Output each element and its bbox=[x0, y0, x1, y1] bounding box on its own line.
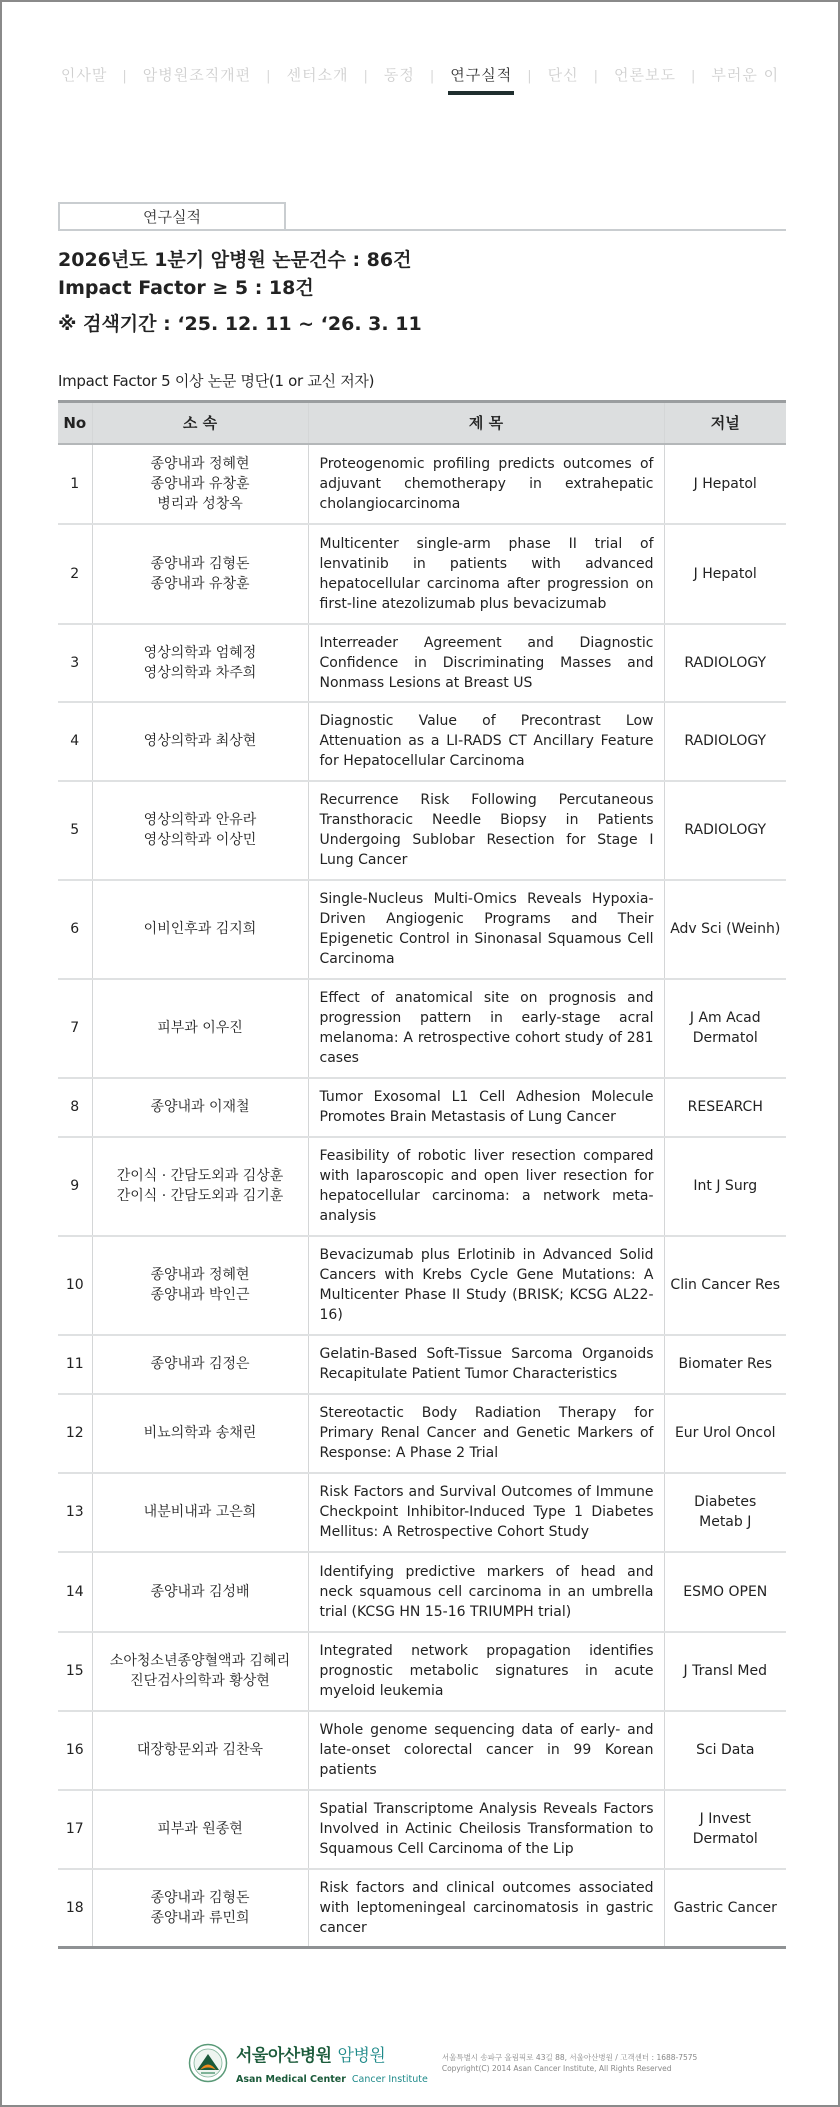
cell-journal bbox=[664, 1335, 786, 1394]
cell-no: 15 bbox=[58, 1632, 92, 1711]
cell-title: Interreader Agreement and Diagnostic Confidence in Discriminating Masses and Nonmass Lesions at Breast US bbox=[308, 624, 664, 702]
author-affiliation: 영상의학과 이상민 bbox=[143, 832, 257, 848]
cell-affiliation bbox=[92, 702, 308, 781]
author-affiliation: 영상의학과 최상현 bbox=[143, 733, 257, 749]
author-affiliation: 종양내과 정혜현 bbox=[150, 455, 250, 472]
cell-journal bbox=[664, 1394, 786, 1473]
nav-item-6[interactable]: 언론보도 bbox=[614, 66, 676, 84]
journal-name: Biomater Res bbox=[678, 1356, 773, 1372]
cell-affiliation bbox=[92, 781, 308, 880]
list-title: Impact Factor 5 이상 논문 명단(1 or 교신 저자) bbox=[58, 372, 375, 390]
author-affiliation: 종양내과 박인근 bbox=[150, 1287, 250, 1303]
cell-title: Gelatin-Based Soft-Tissue Sarcoma Organoids Recapitulate Patient Tumor Characteristics bbox=[308, 1335, 664, 1394]
cell-title: Stereotactic Body Radiation Therapy for Primary Renal Cancer and Genetic Markers of Response: A Phase 2 Trial bbox=[308, 1394, 664, 1473]
nav-item-3[interactable]: 동정 bbox=[383, 66, 415, 84]
cell-journal bbox=[664, 1473, 786, 1552]
cell-no: 10 bbox=[58, 1236, 92, 1335]
paper-count-if5: Impact Factor ≥ 5 : 18건 bbox=[58, 277, 314, 299]
section-tab-research[interactable]: 연구실적 bbox=[58, 202, 286, 231]
cell-journal bbox=[664, 444, 786, 524]
author-affiliation: 피부과 원종현 bbox=[157, 1821, 243, 1837]
nav-item-7[interactable]: 부러운 이 bbox=[711, 66, 780, 84]
author-affiliation: 종양내과 유창훈 bbox=[150, 575, 250, 592]
cell-journal bbox=[664, 524, 786, 624]
author-affiliation: 병리과 성창옥 bbox=[157, 495, 243, 512]
cell-affiliation bbox=[92, 524, 308, 624]
table-row bbox=[58, 1078, 786, 1137]
journal-name: J Hepatol bbox=[693, 475, 757, 492]
cell-affiliation bbox=[92, 979, 308, 1078]
cell-affiliation bbox=[92, 1869, 308, 1948]
cell-affiliation bbox=[92, 1711, 308, 1790]
cell-no: 17 bbox=[58, 1790, 92, 1869]
cell-no: 11 bbox=[58, 1335, 92, 1394]
asan-logo-icon bbox=[188, 2043, 228, 2083]
cell-title: Proteogenomic profiling predicts outcomes of adjuvant chemotherapy in extrahepatic cholangiocarcinoma bbox=[308, 444, 664, 524]
journal-name: RESEARCH bbox=[687, 1099, 763, 1115]
table-row bbox=[58, 624, 786, 702]
cell-journal bbox=[664, 1711, 786, 1790]
cell-affiliation bbox=[92, 624, 308, 702]
author-affiliation: 종양내과 정혜현 bbox=[150, 1267, 250, 1283]
cell-title: Spatial Transcriptome Analysis Reveals Factors Involved in Actinic Cheilosis Transformation to Squamous Cell Carcinoma of the Lip bbox=[308, 1790, 664, 1869]
logo-korean: 서울아산병원 bbox=[236, 2045, 332, 2066]
table-row bbox=[58, 1869, 786, 1948]
author-affiliation: 영상의학과 안유라 bbox=[143, 812, 257, 828]
author-affiliation: 종양내과 류민희 bbox=[150, 1909, 250, 1926]
cell-journal bbox=[664, 702, 786, 781]
cell-affiliation bbox=[92, 1137, 308, 1236]
table-row bbox=[58, 1790, 786, 1869]
cell-no: 14 bbox=[58, 1552, 92, 1632]
footer-address: 서울특별시 송파구 올림픽로 43길 88, 서울아산병원 / 고객센터 : 1688-7575 bbox=[441, 2053, 698, 2062]
nav-separator: | bbox=[363, 69, 369, 84]
nav-separator: | bbox=[122, 69, 128, 84]
cell-title: Bevacizumab plus Erlotinib in Advanced Solid Cancers with Krebs Cycle Gene Mutations: A Multicenter Phase II Study (BRISK; KCSG AL22-16) bbox=[308, 1236, 664, 1335]
author-affiliation: 영상의학과 엄혜정 bbox=[143, 644, 257, 661]
cell-affiliation bbox=[92, 1394, 308, 1473]
author-affiliation: 비뇨의학과 송채린 bbox=[143, 1425, 257, 1441]
cell-title: Identifying predictive markers of head and neck squamous cell carcinoma in an umbrella trial (KCSG HN 15-16 TRIUMPH trial) bbox=[308, 1552, 664, 1632]
cell-title: Multicenter single-arm phase II trial of lenvatinib in patients with advanced hepatocellular carcinoma after progression on first-line atezolizumab plus bevacizumab bbox=[308, 524, 664, 624]
table-row bbox=[58, 524, 786, 624]
cell-title: Effect of anatomical site on prognosis and progression pattern in early-stage acral melanoma: A retrospective cohort study of 281 cases bbox=[308, 979, 664, 1078]
cell-no: 2 bbox=[58, 524, 92, 624]
author-affiliation: 영상의학과 차주희 bbox=[143, 664, 257, 681]
cell-journal bbox=[664, 1869, 786, 1948]
journal-name: Metab J bbox=[699, 1514, 752, 1530]
journal-name: J Hepatol bbox=[693, 565, 757, 582]
journal-name: Clin Cancer Res bbox=[670, 1277, 781, 1293]
table-row bbox=[58, 1335, 786, 1394]
nav-separator: | bbox=[691, 69, 697, 84]
footer bbox=[188, 2038, 697, 2088]
cell-no: 5 bbox=[58, 781, 92, 880]
table-row bbox=[58, 781, 786, 880]
cell-no: 9 bbox=[58, 1137, 92, 1236]
cell-no: 13 bbox=[58, 1473, 92, 1552]
journal-name: Adv Sci (Weinh) bbox=[670, 921, 781, 937]
author-affiliation: 소아청소년종양혈액과 김혜리 bbox=[109, 1653, 291, 1669]
header-title: 제 목 bbox=[308, 402, 664, 444]
cell-affiliation bbox=[92, 1552, 308, 1632]
cell-journal bbox=[664, 781, 786, 880]
journal-name: RADIOLOGY bbox=[684, 822, 767, 838]
nav-separator: | bbox=[527, 69, 533, 84]
cell-journal bbox=[664, 979, 786, 1078]
author-affiliation: 내분비내과 고은희 bbox=[143, 1504, 257, 1520]
section-tab-bar bbox=[58, 202, 786, 231]
nav-item-2[interactable]: 센터소개 bbox=[286, 66, 349, 84]
table-row bbox=[58, 1711, 786, 1790]
author-affiliation: 종양내과 김정은 bbox=[150, 1356, 250, 1372]
cell-no: 4 bbox=[58, 702, 92, 781]
summary-headline bbox=[58, 246, 411, 302]
journal-name: Diabetes bbox=[694, 1494, 757, 1510]
author-affiliation: 대장항문외과 김찬욱 bbox=[136, 1742, 264, 1758]
journal-name: Eur Urol Oncol bbox=[674, 1425, 776, 1441]
cell-journal bbox=[664, 624, 786, 702]
journal-name: Dermatol bbox=[692, 1831, 758, 1847]
cell-journal bbox=[664, 1632, 786, 1711]
author-affiliation: 간이식 · 간담도외과 김상훈 bbox=[116, 1168, 284, 1184]
cell-title: Whole genome sequencing data of early- and late-onset colorectal cancer in 99 Korean patients bbox=[308, 1711, 664, 1790]
author-affiliation: 피부과 이우진 bbox=[157, 1020, 243, 1036]
author-affiliation: 이비인후과 김지희 bbox=[143, 921, 257, 937]
cell-affiliation bbox=[92, 1790, 308, 1869]
table-row bbox=[58, 979, 786, 1078]
cell-no: 18 bbox=[58, 1869, 92, 1948]
nav-item-1[interactable]: 암병원조직개편 bbox=[142, 66, 252, 84]
cell-journal bbox=[664, 1137, 786, 1236]
cell-no: 7 bbox=[58, 979, 92, 1078]
paper-count-total: 2026년도 1분기 암병원 논문건수 : 86건 bbox=[58, 249, 412, 271]
cell-affiliation bbox=[92, 1335, 308, 1394]
journal-name: J Am Acad bbox=[689, 1010, 761, 1026]
cell-title: Risk Factors and Survival Outcomes of Immune Checkpoint Inhibitor-Induced Type 1 Diabetes Mellitus: A Retrospective Cohort Study bbox=[308, 1473, 664, 1552]
journal-name: J Transl Med bbox=[683, 1663, 767, 1679]
footer-info bbox=[442, 2052, 698, 2074]
journal-name: Sci Data bbox=[696, 1742, 755, 1758]
cell-affiliation bbox=[92, 880, 308, 979]
table-row bbox=[58, 880, 786, 979]
journal-name: Int J Surg bbox=[693, 1178, 758, 1194]
search-period: ※ 검색기간 : ‘25. 12. 11 ~ ‘26. 3. 11 bbox=[58, 313, 422, 335]
cell-affiliation bbox=[92, 444, 308, 524]
logo-english-sub: Cancer Institute bbox=[351, 2073, 428, 2085]
cell-affiliation bbox=[92, 1473, 308, 1552]
logo-korean-sub: 암병원 bbox=[337, 2045, 386, 2066]
cell-journal bbox=[664, 1790, 786, 1869]
cell-title: Risk factors and clinical outcomes associated with leptomeningeal carcinomatosis in gastric cancer bbox=[308, 1869, 664, 1948]
cell-title: Feasibility of robotic liver resection compared with laparoscopic and open liver resection for hepatocellular carcinoma: a network meta-analysis bbox=[308, 1137, 664, 1236]
header-journal: 저널 bbox=[664, 402, 786, 444]
cell-journal bbox=[664, 1236, 786, 1335]
journal-name: ESMO OPEN bbox=[683, 1583, 768, 1600]
author-affiliation: 간이식 · 간담도외과 김기훈 bbox=[116, 1188, 284, 1204]
cell-no: 6 bbox=[58, 880, 92, 979]
header-no: No bbox=[58, 402, 92, 444]
table-row bbox=[58, 1394, 786, 1473]
logo-english: Asan Medical Center bbox=[236, 2073, 346, 2085]
cell-no: 12 bbox=[58, 1394, 92, 1473]
nav-separator: | bbox=[266, 69, 272, 84]
author-affiliation: 진단검사의학과 황상현 bbox=[130, 1673, 270, 1689]
nav-separator: | bbox=[429, 69, 436, 84]
table-row bbox=[58, 1632, 786, 1711]
journal-name: J Invest bbox=[699, 1811, 751, 1827]
cell-affiliation bbox=[92, 1632, 308, 1711]
cell-title: Tumor Exosomal L1 Cell Adhesion Molecule Promotes Brain Metastasis of Lung Cancer bbox=[308, 1078, 664, 1137]
papers-table bbox=[58, 400, 786, 1949]
author-affiliation: 종양내과 김형돈 bbox=[150, 555, 250, 572]
cell-journal bbox=[664, 1078, 786, 1137]
journal-name: Gastric Cancer bbox=[673, 1899, 777, 1916]
logo-text bbox=[236, 2041, 428, 2086]
author-affiliation: 종양내과 이재철 bbox=[150, 1099, 250, 1115]
footer-copyright: Copyright(C) 2014 Asan Cancer Institute, All Rights Reserved bbox=[441, 2064, 672, 2073]
cell-journal bbox=[664, 880, 786, 979]
cell-affiliation bbox=[92, 1236, 308, 1335]
nav-item-5[interactable]: 단신 bbox=[547, 66, 579, 84]
author-affiliation: 종양내과 김성배 bbox=[150, 1583, 250, 1600]
nav-separator: | bbox=[593, 69, 600, 84]
cell-no: 3 bbox=[58, 624, 92, 702]
journal-name: Dermatol bbox=[692, 1030, 758, 1046]
header-affiliation: 소 속 bbox=[92, 402, 308, 444]
table-row bbox=[58, 702, 786, 781]
cell-no: 8 bbox=[58, 1078, 92, 1137]
cell-affiliation bbox=[92, 1078, 308, 1137]
nav-item-4[interactable]: 연구실적 bbox=[450, 66, 513, 84]
cell-no: 1 bbox=[58, 444, 92, 524]
table-row bbox=[58, 1137, 786, 1236]
table-header-row bbox=[58, 402, 786, 444]
table-row bbox=[58, 444, 786, 524]
journal-name: RADIOLOGY bbox=[684, 654, 767, 671]
table-row bbox=[58, 1552, 786, 1632]
journal-name: RADIOLOGY bbox=[684, 733, 767, 749]
cell-title: Integrated network propagation identifies prognostic metabolic signatures in acute myeloid leukemia bbox=[308, 1632, 664, 1711]
cell-title: Recurrence Risk Following Percutaneous Transthoracic Needle Biopsy in Patients Undergoing Sublobar Resection for Stage I Lung Cancer bbox=[308, 781, 664, 880]
cell-no: 16 bbox=[58, 1711, 92, 1790]
table-row bbox=[58, 1473, 786, 1552]
nav-item-0[interactable]: 인사말 bbox=[60, 66, 108, 84]
cell-journal bbox=[664, 1552, 786, 1632]
author-affiliation: 종양내과 김형돈 bbox=[150, 1889, 250, 1906]
author-affiliation: 종양내과 유창훈 bbox=[150, 475, 250, 492]
cell-title: Single-Nucleus Multi-Omics Reveals Hypoxia-Driven Angiogenic Programs and Their Epigenetic Control in Sinonasal Squamous Cell Carcinoma bbox=[308, 880, 664, 979]
table-row bbox=[58, 1236, 786, 1335]
top-nav bbox=[2, 64, 838, 85]
cell-title: Diagnostic Value of Precontrast Low Attenuation as a LI-RADS CT Ancillary Feature for Hepatocellular Carcinoma bbox=[308, 702, 664, 781]
